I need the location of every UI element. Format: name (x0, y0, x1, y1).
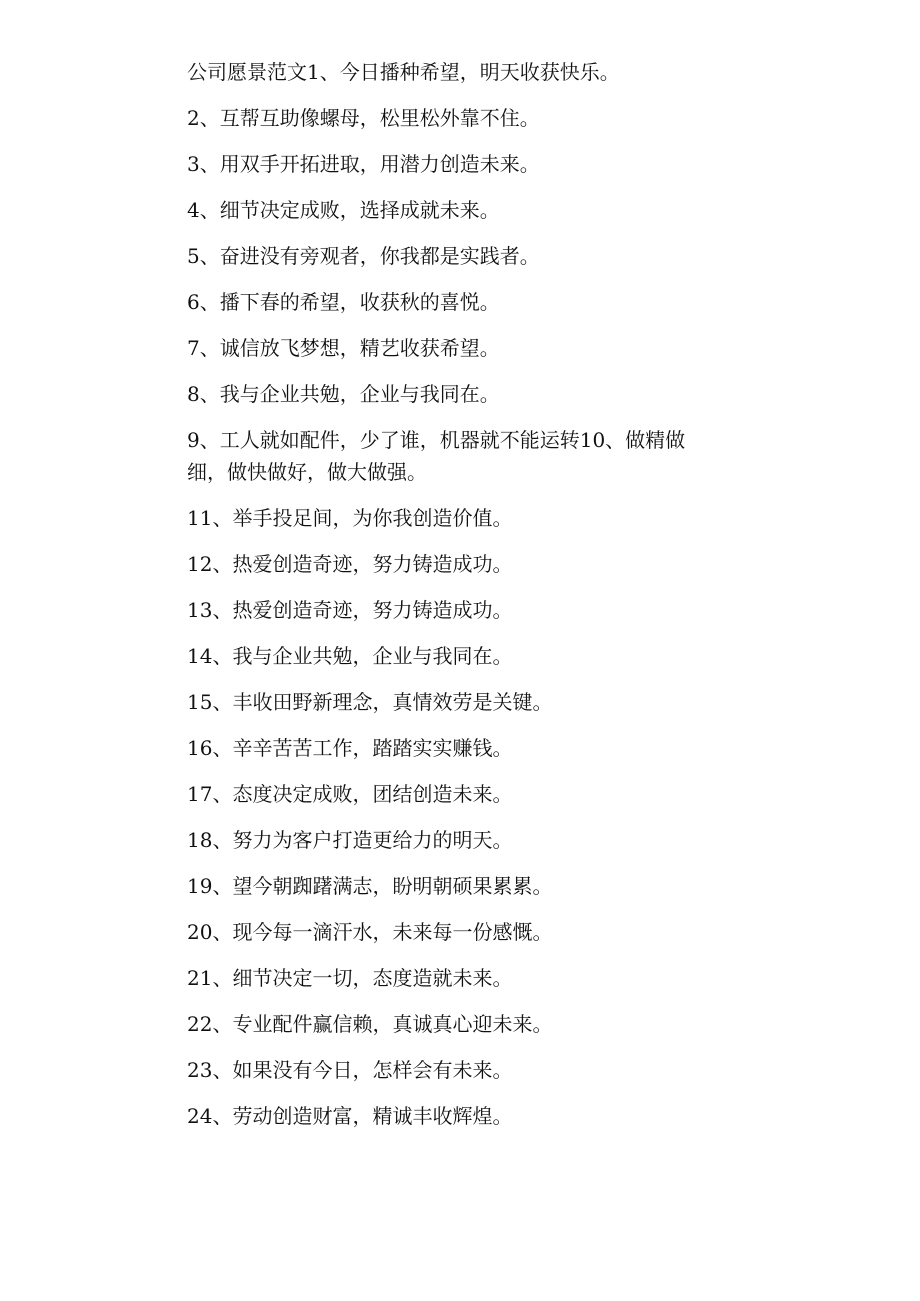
paragraph-22: 23、如果没有今日，怎样会有未来。 (187, 1058, 513, 1082)
paragraph-13: 14、我与企业共勉，企业与我同在。 (187, 644, 513, 668)
paragraph-17: 18、努力为客户打造更给力的明天。 (187, 828, 513, 852)
paragraph-16: 17、态度决定成败，团结创造未来。 (187, 782, 513, 806)
paragraph-19: 20、现今每一滴汗水，未来每一份感慨。 (187, 920, 553, 944)
paragraph-20: 21、细节决定一切，态度造就未来。 (187, 966, 513, 990)
paragraph-21: 22、专业配件赢信赖，真诚真心迎未来。 (187, 1012, 553, 1036)
paragraph-23: 24、劳动创造财富，精诚丰收辉煌。 (187, 1104, 513, 1128)
paragraph-15: 16、辛辛苦苦工作，踏踏实实赚钱。 (187, 736, 513, 760)
paragraph-4: 4、细节决定成败，选择成就未来。 (187, 198, 500, 222)
paragraph-3: 3、用双手开拓进取，用潜力创造未来。 (187, 152, 540, 176)
paragraph-18: 19、望今朝踟躇满志，盼明朝硕果累累。 (187, 874, 553, 898)
paragraph-5: 5、奋进没有旁观者，你我都是实践者。 (187, 244, 540, 268)
paragraph-7: 7、诚信放飞梦想，精艺收获希望。 (187, 336, 500, 360)
paragraph-8: 8、我与企业共勉，企业与我同在。 (187, 382, 500, 406)
document-body (187, 56, 717, 1146)
paragraph-14: 15、丰收田野新理念，真情效劳是关键。 (187, 690, 553, 714)
paragraph-6: 6、播下春的希望，收获秋的喜悦。 (187, 290, 500, 314)
paragraph-2: 2、互帮互助像螺母，松里松外靠不住。 (187, 106, 540, 130)
paragraph-1: 公司愿景范文1、今日播种希望，明天收获快乐。 (187, 60, 620, 84)
paragraph-12: 13、热爱创造奇迹，努力铸造成功。 (187, 598, 513, 622)
paragraph-9: 9、工人就如配件，少了谁，机器就不能运转10、做精做细，做快做好，做大做强。 (187, 428, 686, 484)
paragraph-11: 12、热爱创造奇迹，努力铸造成功。 (187, 552, 513, 576)
paragraph-10: 11、举手投足间，为你我创造价值。 (187, 506, 513, 530)
